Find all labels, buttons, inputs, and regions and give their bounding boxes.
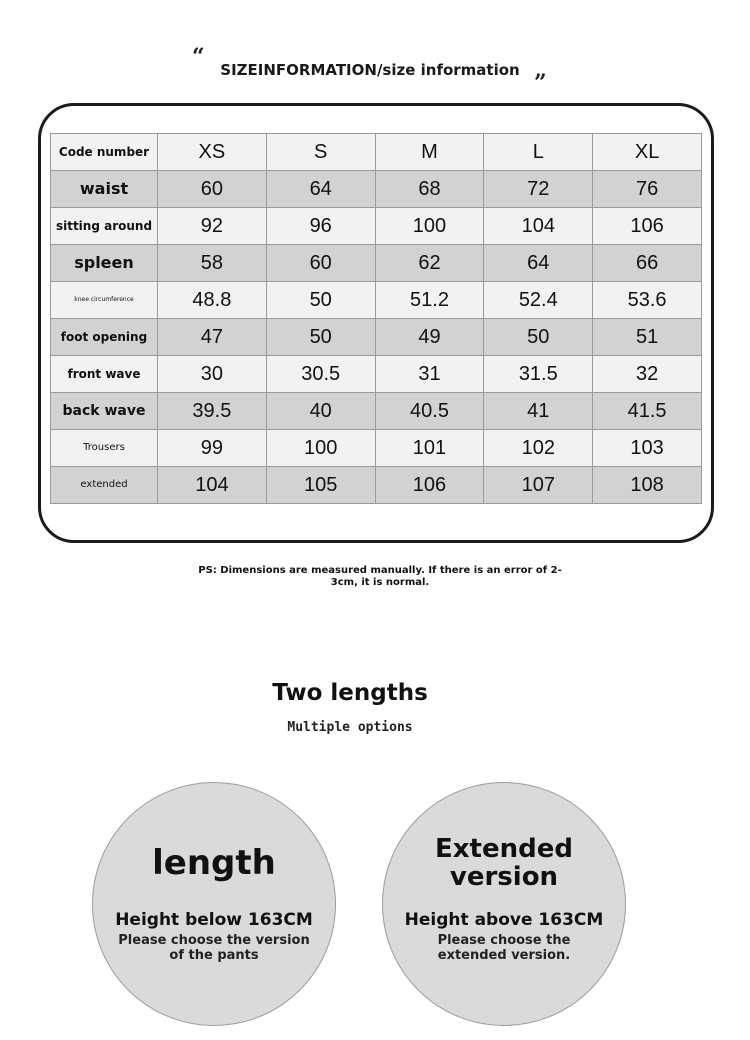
open-quote-mark: “ bbox=[192, 44, 205, 70]
close-quote-mark: ” bbox=[534, 70, 547, 96]
table-header-row bbox=[51, 134, 702, 171]
two-lengths-subtitle: Multiple options bbox=[287, 720, 413, 735]
table-cell: 31.5 bbox=[484, 356, 593, 393]
table-cell: 104 bbox=[158, 467, 267, 504]
table-row bbox=[51, 467, 702, 504]
table-cell: 105 bbox=[266, 467, 375, 504]
table-cell: 106 bbox=[593, 208, 702, 245]
table-cell: 64 bbox=[266, 171, 375, 208]
table-row bbox=[51, 208, 702, 245]
table-cell: 30.5 bbox=[266, 356, 375, 393]
table-cell: 58 bbox=[158, 245, 267, 282]
row-label-back-wave: back wave bbox=[51, 393, 158, 430]
table-cell: 47 bbox=[158, 319, 267, 356]
table-cell: 72 bbox=[484, 171, 593, 208]
ps-measurement-note: PS: Dimensions are measured manually. If there is an error of 2-3cm, it is normal. bbox=[198, 565, 562, 588]
table-cell: 41.5 bbox=[593, 393, 702, 430]
size-table bbox=[50, 133, 702, 504]
table-cell: 50 bbox=[266, 319, 375, 356]
row-label-spleen: spleen bbox=[51, 245, 158, 282]
extended-version-option bbox=[382, 782, 626, 1026]
table-cell: 41 bbox=[484, 393, 593, 430]
table-cell: 108 bbox=[593, 467, 702, 504]
table-cell: 99 bbox=[158, 430, 267, 467]
table-cell: 60 bbox=[158, 171, 267, 208]
header-cell-m: M bbox=[375, 134, 484, 171]
table-row bbox=[51, 393, 702, 430]
row-label-extended: extended bbox=[51, 467, 158, 504]
header-cell-xs: XS bbox=[158, 134, 267, 171]
table-cell: 102 bbox=[484, 430, 593, 467]
table-row bbox=[51, 171, 702, 208]
header-cell-s: S bbox=[266, 134, 375, 171]
table-cell: 30 bbox=[158, 356, 267, 393]
table-cell: 51 bbox=[593, 319, 702, 356]
table-cell: 92 bbox=[158, 208, 267, 245]
row-label-front-wave: front wave bbox=[51, 356, 158, 393]
table-cell: 76 bbox=[593, 171, 702, 208]
table-row bbox=[51, 282, 702, 319]
table-cell: 66 bbox=[593, 245, 702, 282]
table-cell: 106 bbox=[375, 467, 484, 504]
option-description: Please choose the version of the pants bbox=[118, 933, 310, 963]
table-cell: 53.6 bbox=[593, 282, 702, 319]
table-cell: 64 bbox=[484, 245, 593, 282]
table-cell: 31 bbox=[375, 356, 484, 393]
option-title: Extended version bbox=[435, 834, 573, 892]
option-height: Height below 163CM bbox=[115, 910, 313, 930]
table-cell: 40.5 bbox=[375, 393, 484, 430]
table-cell: 100 bbox=[266, 430, 375, 467]
row-label-foot-opening: foot opening bbox=[51, 319, 158, 356]
row-label-trousers: Trousers bbox=[51, 430, 158, 467]
table-cell: 32 bbox=[593, 356, 702, 393]
row-label-knee-circumference: knee circumference bbox=[51, 282, 158, 319]
option-title: length bbox=[152, 843, 276, 883]
size-info-title: SIZEINFORMATION/size information bbox=[220, 61, 520, 79]
row-label-waist: waist bbox=[51, 171, 158, 208]
table-cell: 101 bbox=[375, 430, 484, 467]
header-cell-l: L bbox=[484, 134, 593, 171]
table-cell: 40 bbox=[266, 393, 375, 430]
table-cell: 68 bbox=[375, 171, 484, 208]
header-cell-xl: XL bbox=[593, 134, 702, 171]
table-cell: 107 bbox=[484, 467, 593, 504]
table-row bbox=[51, 319, 702, 356]
table-cell: 39.5 bbox=[158, 393, 267, 430]
table-cell: 52.4 bbox=[484, 282, 593, 319]
table-cell: 50 bbox=[266, 282, 375, 319]
option-height: Height above 163CM bbox=[404, 910, 604, 930]
table-cell: 48.8 bbox=[158, 282, 267, 319]
table-cell: 96 bbox=[266, 208, 375, 245]
table-cell: 49 bbox=[375, 319, 484, 356]
two-lengths-title: Two lengths bbox=[272, 680, 428, 706]
table-row bbox=[51, 430, 702, 467]
table-cell: 51.2 bbox=[375, 282, 484, 319]
table-cell: 104 bbox=[484, 208, 593, 245]
table-cell: 60 bbox=[266, 245, 375, 282]
header-cell-code: Code number bbox=[51, 134, 158, 171]
table-cell: 50 bbox=[484, 319, 593, 356]
option-description: Please choose the extended version. bbox=[437, 933, 571, 963]
table-cell: 100 bbox=[375, 208, 484, 245]
table-row bbox=[51, 245, 702, 282]
regular-length-option bbox=[92, 782, 336, 1026]
table-cell: 103 bbox=[593, 430, 702, 467]
table-cell: 62 bbox=[375, 245, 484, 282]
table-row bbox=[51, 356, 702, 393]
row-label-sitting-around: sitting around bbox=[51, 208, 158, 245]
